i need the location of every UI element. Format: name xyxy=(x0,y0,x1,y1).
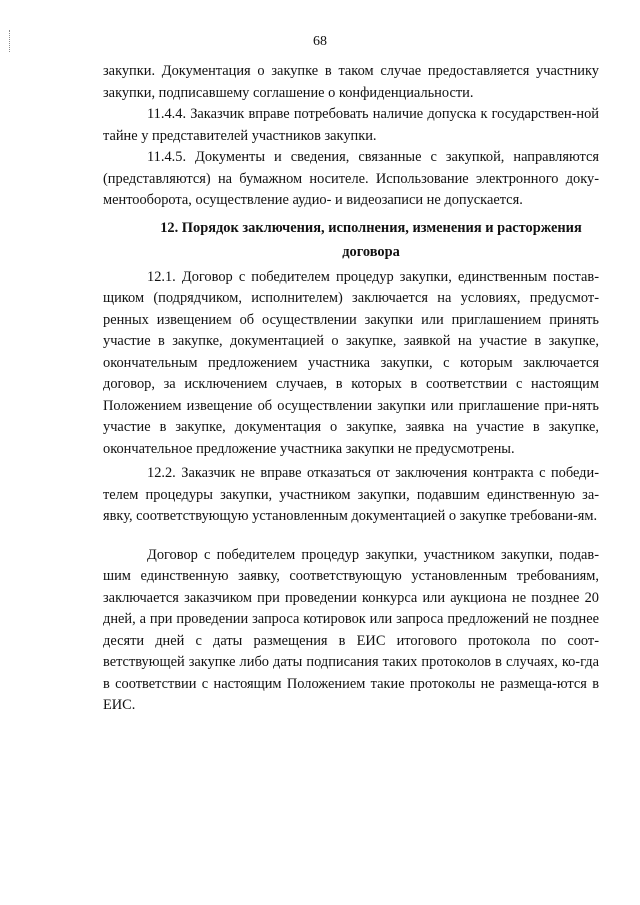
paragraph-12-1: 12.1. Договор с победителем процедур закупки, единственным постав-щиком (подрядчиком, исполнителем) заключается на условиях, предусмот-ренных извещением об осуществлении закупки или приглашением принять участие в закупке, документацией о закупке, заявкой на участие в закупке, окончательным предложением участника закупки, с которым заключается договор, за исключением случаев, в которых в соответствии с настоящим Положением извещение об осуществлении закупки или приглашение при-нять участие в закупке, документация о закупке, заявка на участие в закупке, окончательное предложение участника закупки не предусмотрены. xyxy=(103,268,599,457)
paragraph-11-4-5: 11.4.5. Документы и сведения, связанные с закупкой, направляются (представляются) на бумажном носителе. Использование электронного доку-ментооборота, осуществление аудио- и видеозаписи не допускается. xyxy=(103,149,599,208)
section-heading-line-1: 12. Порядок заключения, исполнения, изменения и расторжения xyxy=(160,219,582,236)
paragraph-continuation: закупки. Документация о закупке в таком случае предоставляется участнику закупки, подписавшему соглашение о конфиденциальности. xyxy=(103,63,599,101)
paragraph-12-2: 12.2. Заказчик не вправе отказаться от заключения контракта с победи-телем процедуры закупки, участником закупки, подавшим единственную за-явку, соответствующую установленным документацией о закупке требовани-ям. xyxy=(103,465,599,524)
section-heading-12 xyxy=(103,216,599,264)
paragraph-contract-deadline: Договор с победителем процедур закупки, участником закупки, подав-шим единственную заявку, соответствующую установленным требованиям, заключается заказчиком при проведении конкурса или аукциона не позднее 20 дней, а при проведении запроса котировок или запроса предложений не позднее десяти дней с даты размещения в ЕИС итогового протокола по соот-ветствующей закупке либо даты подписания таких протоколов в случаях, ко-гда в соответствии с настоящим Положением такие протоколы не размеща-ются в ЕИС. xyxy=(103,546,599,713)
paragraph-gap xyxy=(103,528,599,545)
document-body xyxy=(103,61,599,717)
section-heading-line-2: договора xyxy=(342,243,400,260)
paragraph-11-4-4: 11.4.4. Заказчик вправе потребовать наличие допуска к государствен-ной тайне у представителей участников закупки. xyxy=(103,106,599,144)
page-number: 68 xyxy=(313,34,327,49)
